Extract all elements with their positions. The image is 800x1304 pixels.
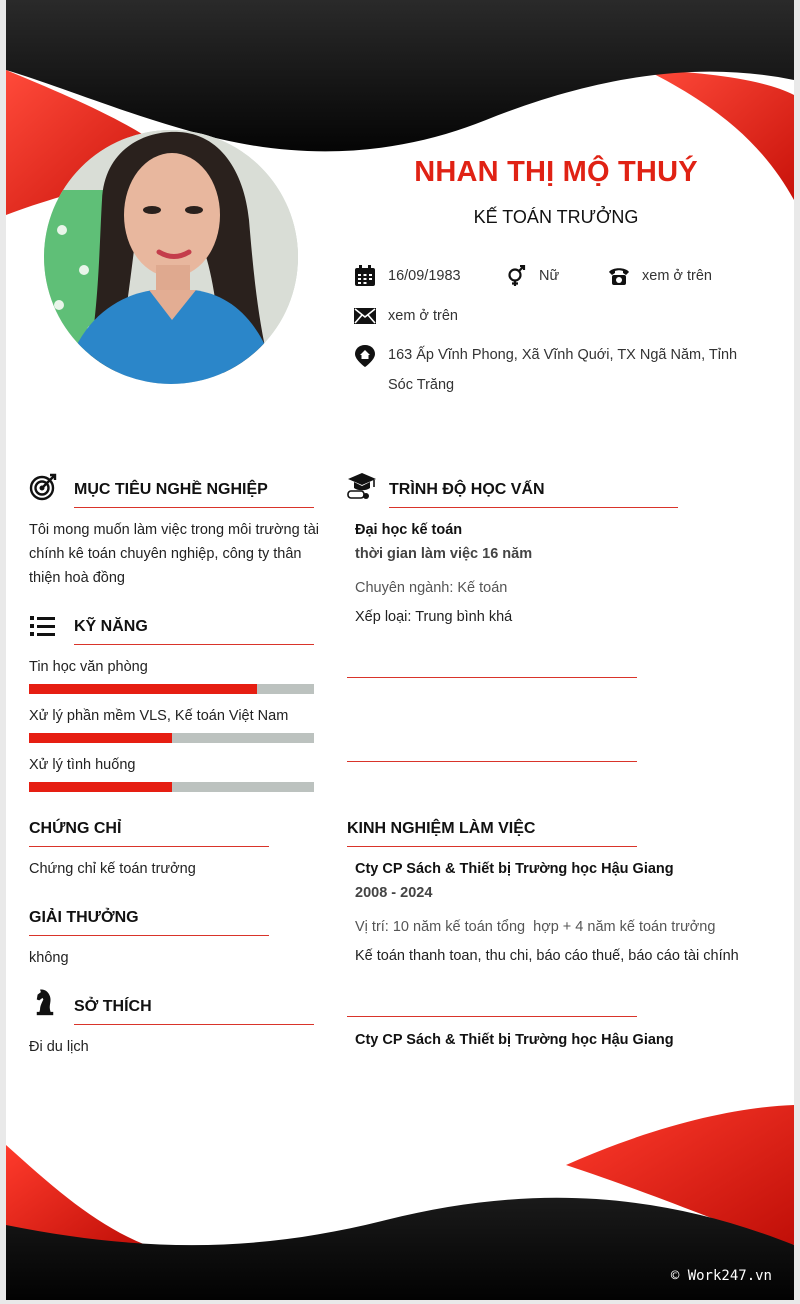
target-icon bbox=[29, 473, 57, 501]
gender-icon bbox=[505, 265, 527, 287]
objective-heading: MỤC TIÊU NGHỀ NGHIỆP bbox=[74, 481, 314, 508]
skill-bar-1 bbox=[29, 684, 314, 694]
envelope-icon bbox=[354, 305, 376, 327]
profile-photo bbox=[44, 130, 298, 384]
birthdate-value: 16/09/1983 bbox=[388, 268, 461, 284]
education-school: Đại học kế toán bbox=[355, 522, 463, 538]
watermark: © Work247.vn bbox=[670, 1268, 772, 1284]
job-title: KẾ TOÁN TRƯỞNG bbox=[473, 207, 639, 227]
hobbies-heading: SỞ THÍCH bbox=[74, 998, 314, 1025]
cv-page bbox=[6, 0, 794, 1300]
divider bbox=[347, 677, 637, 678]
education-heading: TRÌNH ĐỘ HỌC VẤN bbox=[389, 481, 678, 508]
list-icon bbox=[29, 613, 57, 641]
experience-period-1: 2008 - 2024 bbox=[355, 885, 433, 901]
education-major: Chuyên ngành: Kế toán bbox=[355, 580, 508, 596]
gender-value: Nữ bbox=[539, 268, 560, 284]
skill-fill-1 bbox=[29, 684, 257, 694]
map-pin-icon bbox=[354, 345, 376, 367]
objective-text: Tôi mong muốn làm việc trong môi trường tài chính kê toán chuyên nghiệp, công ty thân thiện hoà đồng bbox=[29, 522, 319, 586]
certificates-heading: CHỨNG CHỈ bbox=[29, 820, 269, 847]
skill-name-3: Xử lý tình huống bbox=[29, 757, 136, 773]
skills-heading: KỸ NĂNG bbox=[74, 618, 314, 645]
skill-fill-3 bbox=[29, 782, 172, 792]
skill-bar-2 bbox=[29, 733, 314, 743]
divider bbox=[347, 1016, 637, 1017]
education-grade: Xếp loại: Trung bình khá bbox=[355, 609, 513, 625]
experience-description-1: Kế toán thanh toan, thu chi, báo cáo thuế, báo cáo tài chính bbox=[355, 948, 739, 964]
phone-value: xem ở trên bbox=[642, 268, 712, 284]
phone-icon bbox=[608, 265, 630, 287]
awards-heading: GIẢI THƯỞNG bbox=[29, 909, 269, 936]
certificates-text: Chứng chỉ kế toán trưởng bbox=[29, 861, 196, 877]
experience-company-1: Cty CP Sách & Thiết bị Trường học Hậu Giang bbox=[355, 861, 674, 877]
awards-text: không bbox=[29, 950, 69, 966]
skill-fill-2 bbox=[29, 733, 172, 743]
email-value: xem ở trên bbox=[388, 308, 458, 324]
skill-name-1: Tin học văn phòng bbox=[29, 659, 148, 675]
skill-name-2: Xử lý phần mềm VLS, Kế toán Việt Nam bbox=[29, 708, 289, 724]
graduation-cap-icon bbox=[346, 471, 378, 501]
experience-position-1: Vị trí: 10 năm kế toán tổng hợp + 4 năm kế toán trưởng bbox=[355, 919, 716, 935]
divider bbox=[347, 761, 637, 762]
experience-company-2: Cty CP Sách & Thiết bị Trường học Hậu Giang bbox=[355, 1032, 674, 1048]
hobbies-text: Đi du lịch bbox=[29, 1039, 89, 1055]
education-time: thời gian làm việc 16 năm bbox=[355, 546, 533, 562]
chess-knight-icon bbox=[31, 988, 59, 1016]
address-value: 163 Ấp Vĩnh Phong, Xã Vĩnh Quới, TX Ngã Năm, Tỉnh Sóc Trăng bbox=[388, 347, 738, 393]
skill-bar-3 bbox=[29, 782, 314, 792]
calendar-icon bbox=[354, 265, 376, 287]
experience-heading: KINH NGHIỆM LÀM VIỆC bbox=[347, 820, 637, 847]
full-name: NHAN THỊ MỘ THUÝ bbox=[414, 156, 698, 188]
